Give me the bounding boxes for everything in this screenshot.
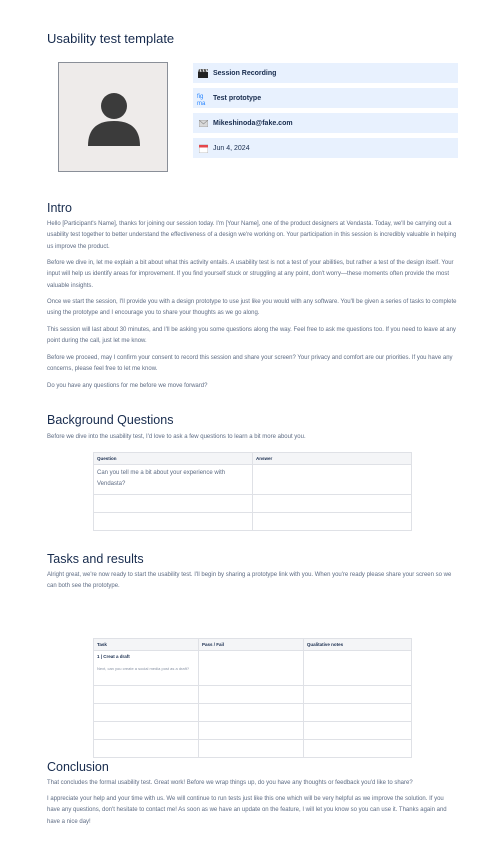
mail-icon <box>197 120 209 127</box>
task-cell[interactable] <box>94 722 199 740</box>
tasks-intro: Alright great, we're now ready to start the usability test. I'll begin by sharing a prototype link with you. When you're ready please share your screen so we can both see the prototype. <box>47 572 452 590</box>
task-description: Next, can you create a social media post as a draft? <box>97 666 190 671</box>
intro-heading: Intro <box>47 201 73 215</box>
pass-fail-cell[interactable] <box>198 740 303 758</box>
pass-fail-cell[interactable] <box>198 704 303 722</box>
date-row <box>193 138 458 158</box>
table-row <box>94 465 412 495</box>
test-prototype-link[interactable] <box>193 88 458 108</box>
session-recording-label: Session Recording <box>213 69 277 77</box>
conclusion-paragraph: I appreciate your help and your time with us. We will continue to run tests just like this one which will be very helpful as we improve the solution. If you have any questions, don't hesitate to contact me! As soon as we have an update on the feature, I will let you know so you can use it. Thanks again and have a nice day! <box>47 796 447 825</box>
table-row <box>94 722 412 740</box>
tasks-results-table <box>93 638 412 758</box>
intro-paragraph: Hello [Participant's Name], thanks for joining our session today. I'm [Your Name], one of the product designers at Vendasta. Today, we'll be carrying out a usability test together to better understand the effectiveness of a design we're working on. Your participation in this session is incredibly valuable in helping us improve the product. <box>47 221 457 250</box>
figma-icon: fig ma <box>197 94 206 107</box>
table-cell[interactable] <box>253 495 412 513</box>
table-row <box>94 686 412 704</box>
column-header: Pass / Fail <box>198 639 303 651</box>
task-cell[interactable] <box>94 740 199 758</box>
intro-paragraph: Do you have any questions for me before we move forward? <box>47 383 208 389</box>
table-cell[interactable] <box>94 495 253 513</box>
pass-fail-cell[interactable] <box>198 686 303 704</box>
table-row <box>94 651 412 686</box>
task-cell[interactable] <box>94 686 199 704</box>
column-header: Qualitative notes <box>303 639 411 651</box>
intro-paragraph: Once we start the session, I'll provide you with a design prototype to use just like you would with any software. You'll be given a series of tasks to complete using the prototype and I encourage you to share your thoughts as we go along. <box>47 299 457 317</box>
background-intro: Before we dive into the usability test, I'd love to ask a few questions to learn a bit more about you. <box>47 434 306 440</box>
user-placeholder-icon <box>86 90 142 146</box>
tasks-heading: Tasks and results <box>47 552 144 566</box>
conclusion-paragraph: That concludes the formal usability test. Great work! Before we wrap things up, do you have any thoughts or feedback you'd like to share? <box>47 780 413 786</box>
column-header: Question <box>94 453 253 465</box>
email-row <box>193 113 458 133</box>
calendar-icon <box>197 144 209 153</box>
email-value: Mikeshinoda@fake.com <box>213 119 293 127</box>
table-row <box>94 495 412 513</box>
avatar <box>58 62 168 172</box>
task-title: 1 | Creat a draft <box>97 654 130 659</box>
table-row <box>94 704 412 722</box>
table-row <box>94 513 412 531</box>
clapperboard-icon <box>197 69 209 78</box>
table-cell[interactable] <box>253 465 412 495</box>
intro-paragraph: Before we proceed, may I confirm your consent to record this session and share your screen? Your privacy and comfort are our priorities. If you have any concerns, please feel free to let me know. <box>47 355 453 373</box>
table-cell[interactable] <box>94 513 253 531</box>
intro-paragraph: Before we dive in, let me explain a bit about what this activity entails. A usability test is not a test of your abilities, but rather a test of the design itself. Your input will help us identify areas for improvement. If you find yourself stuck or struggling at any point, don't worry—these moments often provide the most valuable insights. <box>47 260 454 289</box>
table-cell[interactable] <box>253 513 412 531</box>
session-recording-link[interactable] <box>193 63 458 83</box>
column-header: Task <box>94 639 199 651</box>
intro-paragraph: This session will last about 30 minutes, and I'll be asking you some questions along the way. Feel free to ask me questions too. If you need to leave at any point during the call, just let me know. <box>47 327 456 345</box>
table-row <box>94 740 412 758</box>
notes-cell[interactable] <box>303 704 411 722</box>
notes-cell[interactable] <box>303 686 411 704</box>
conclusion-heading: Conclusion <box>47 760 109 774</box>
task-cell[interactable] <box>94 704 199 722</box>
notes-cell[interactable] <box>303 722 411 740</box>
pass-fail-cell[interactable] <box>198 722 303 740</box>
task-cell[interactable] <box>94 651 199 686</box>
pass-fail-cell[interactable] <box>198 651 303 686</box>
table-cell[interactable]: Can you tell me a bit about your experience with Vendasta? <box>94 465 253 495</box>
notes-cell[interactable] <box>303 651 411 686</box>
background-heading: Background Questions <box>47 413 174 427</box>
test-prototype-label: Test prototype <box>213 94 262 102</box>
column-header: Answer <box>253 453 412 465</box>
background-questions-table <box>93 452 412 531</box>
page-title: Usability test template <box>47 31 175 46</box>
date-value: Jun 4, 2024 <box>213 144 250 152</box>
notes-cell[interactable] <box>303 740 411 758</box>
